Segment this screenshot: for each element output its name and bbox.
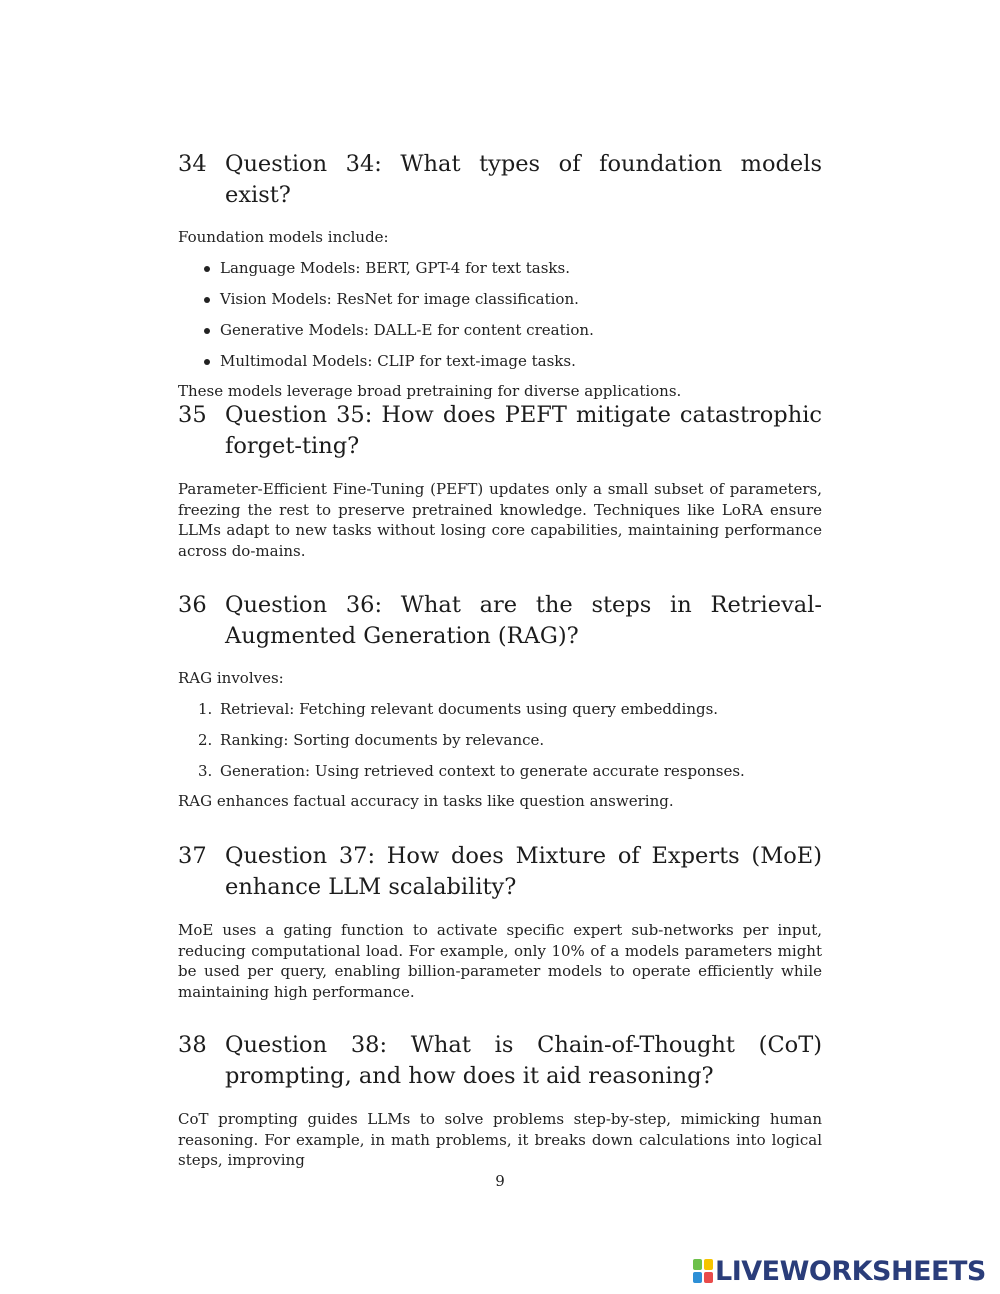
- bullet-icon: [204, 297, 210, 303]
- section-outro: RAG enhances factual accuracy in tasks like question answering.: [178, 792, 674, 810]
- list-marker: 1.: [198, 699, 213, 718]
- section-number: 38: [178, 1032, 207, 1058]
- section-heading: [178, 149, 822, 211]
- section-body: MoE uses a gating function to activate specific expert sub-networks per input, reducing computational load. For example, only 10% of a models parameters might be used per query, enabling billion-parameter models to operate efficiently while maintaining high performance.: [178, 921, 822, 1001]
- bullet-icon: [204, 359, 210, 365]
- list-item: 2. Ranking: Sorting documents by relevance.: [198, 730, 545, 749]
- section-34: [178, 149, 822, 402]
- section-heading: [178, 841, 822, 903]
- liveworksheets-logo[interactable]: [693, 1256, 986, 1287]
- bullet-icon: [204, 328, 210, 334]
- logo-text: LIVEWORKSHEETS: [715, 1256, 986, 1287]
- section-heading: [178, 590, 822, 652]
- section-body: CoT prompting guides LLMs to solve problems step-by-step, mimicking human reasoning. For example, in math problems, it breaks down calculations into logical steps, improving: [178, 1110, 822, 1169]
- section-title: Question 36: What are the steps in Retrieval-Augmented Generation (RAG)?: [225, 592, 822, 649]
- list-marker: 3.: [198, 761, 213, 780]
- list-item: Generative Models: DALL-E for content creation.: [178, 320, 822, 341]
- list-item: Language Models: BERT, GPT-4 for text tasks.: [178, 258, 822, 279]
- list-marker: 2.: [198, 730, 213, 749]
- section-body: Parameter-Efficient Fine-Tuning (PEFT) updates only a small subset of parameters, freezing the rest to preserve pretrained knowledge. Techniques like LoRA ensure LLMs adapt to new tasks without losing core capabilities, maintaining performance across do-mains.: [178, 480, 822, 560]
- section-intro: Foundation models include:: [178, 228, 389, 246]
- page-number: 9: [495, 1172, 505, 1190]
- section-36: [178, 590, 822, 812]
- list-item: Vision Models: ResNet for image classification.: [178, 289, 822, 310]
- section-outro: These models leverage broad pretraining for diverse applications.: [178, 382, 682, 400]
- list-item: 1. Retrieval: Fetching relevant documents using query embeddings.: [198, 699, 719, 718]
- section-number: 37: [178, 843, 207, 869]
- section-title: Question 38: What is Chain-of-Thought (CoT) prompting, and how does it aid reasoning?: [225, 1032, 822, 1089]
- section-title: Question 37: How does Mixture of Experts (MoE) enhance LLM scalability?: [225, 843, 822, 900]
- section-number: 34: [178, 151, 207, 177]
- list-item: Multimodal Models: CLIP for text-image tasks.: [178, 351, 822, 372]
- section-title: Question 35: How does PEFT mitigate catastrophic forget-ting?: [225, 402, 822, 459]
- section-title: Question 34: What types of foundation models exist?: [225, 151, 822, 208]
- bullet-list: [178, 258, 822, 372]
- numbered-list: [178, 699, 822, 782]
- logo-icon: [693, 1259, 713, 1284]
- list-item: 3. Generation: Using retrieved context to generate accurate responses.: [198, 761, 745, 780]
- section-38: [178, 1030, 822, 1171]
- section-37: [178, 841, 822, 1002]
- section-heading: [178, 400, 822, 462]
- section-number: 36: [178, 592, 207, 618]
- section-heading: [178, 1030, 822, 1092]
- bullet-icon: [204, 266, 210, 272]
- section-number: 35: [178, 402, 207, 428]
- section-35: [178, 400, 822, 561]
- section-intro: RAG involves:: [178, 669, 284, 687]
